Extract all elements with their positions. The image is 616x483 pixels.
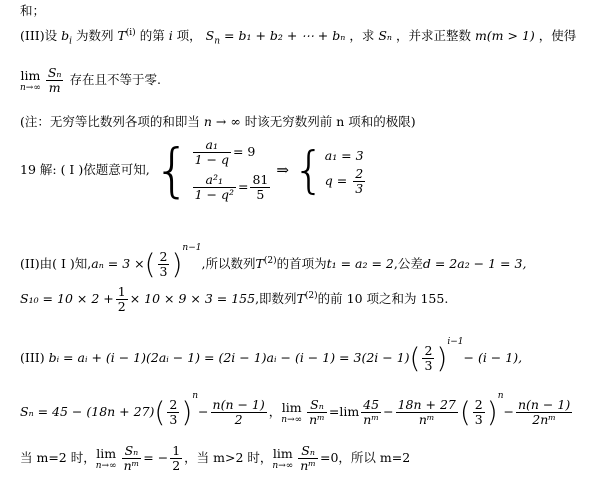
res2 (325, 167, 367, 196)
sol19-label: 19 解: ( I )依题意可知, (20, 162, 150, 177)
lparen-4: ( (459, 395, 471, 429)
line-limit (20, 66, 161, 95)
two-thirds-2 (422, 344, 434, 373)
half2-num: 1 (172, 443, 181, 458)
snnm2-num: Sₙ (122, 444, 142, 459)
limit-op (20, 69, 41, 93)
line-and (20, 3, 45, 19)
eq-lim: =lim (328, 404, 360, 419)
half-frac-2 (170, 444, 182, 473)
tt1-num: 2 (159, 249, 168, 264)
res2-frac (353, 167, 365, 196)
s-var: S (205, 28, 215, 43)
limit-op-2 (281, 401, 302, 425)
res2-num: 2 (355, 165, 364, 181)
an-expr: aₙ = 3 × (91, 256, 145, 271)
half-num: 1 (117, 284, 126, 299)
sn-over-nm-2 (122, 444, 142, 473)
s10-a: S₁₀ = 10 × 2 + (20, 291, 114, 306)
limit-op-4 (272, 447, 293, 471)
t-sup: (i) (125, 27, 136, 38)
frac-num: Sₙ (47, 65, 62, 80)
limit-op-3 (96, 447, 117, 471)
line-sn-full (20, 388, 574, 427)
sol2-c: 的首项为 (276, 256, 327, 271)
lim-word: lim (20, 67, 41, 83)
line-s10 (20, 285, 448, 314)
t-var: T (117, 28, 126, 43)
q3-text-f: ，并求正整数 (395, 28, 471, 43)
note-a: (注：无穷等比数列各项的和即当 (20, 114, 200, 129)
rparen-2: ) (436, 341, 448, 375)
q3-text-d: 项， (176, 28, 202, 43)
sol2-a: (II)由( I )知, (20, 256, 92, 271)
two-thirds-1 (158, 250, 170, 279)
lim-sub: n→∞ (20, 82, 41, 93)
implies-sign: ⇒ (276, 161, 289, 179)
b-var: b (61, 28, 70, 43)
eq2-rhs-frac (250, 173, 270, 202)
snnm-num: Sₙ (307, 398, 327, 413)
note-b: 时该无穷数列前 n 项和的极限) (244, 114, 416, 129)
f45-num: 45 (363, 397, 380, 412)
s10-tail2: 的前 10 项之和为 155. (317, 291, 449, 306)
sn-over-nm-3 (298, 444, 318, 473)
sn-over-m (46, 66, 64, 95)
res2-den: 3 (355, 180, 364, 196)
minus-2: − (383, 404, 394, 419)
two-thirds-4 (473, 398, 485, 427)
sn-var: Sₙ (378, 28, 392, 43)
minus-1: − (198, 404, 209, 419)
f18-num: 18n + 27 (397, 397, 456, 412)
q3-text-c: 的第 (139, 28, 165, 43)
left-brace-2: { (292, 141, 325, 199)
minus-3: − (503, 404, 514, 419)
nn1-num: n(n − 1) (212, 397, 265, 412)
rparen-4: ) (486, 395, 498, 429)
res2-lhs: q = (324, 172, 348, 188)
lparen-3: ( (154, 395, 166, 429)
f18-den: nᵐ (418, 412, 435, 427)
tt4-num: 2 (474, 397, 483, 412)
nn1-over-2 (211, 398, 267, 427)
eq1-rhs: = 9 (232, 144, 256, 159)
two-thirds-3 (167, 398, 179, 427)
line-part2 (20, 240, 526, 279)
eq2-eq: = (237, 179, 249, 194)
tt3-num: 2 (169, 397, 178, 412)
t-var-2: T (255, 256, 264, 271)
lim-word-4: lim (272, 445, 293, 461)
exp-n: n (192, 391, 199, 401)
q3-text-a: (III)设 (20, 28, 58, 43)
sol2-d: ,公差 (393, 256, 423, 271)
res1: a₁ = 3 (324, 147, 364, 163)
eq2-den: 1 − q² (194, 187, 234, 202)
text-and: 和； (20, 3, 46, 18)
tt2-num: 2 (424, 343, 433, 358)
lim-text: 存在且不等于零. (69, 72, 161, 87)
s10-b: × 10 × 9 × 3 = 155 (129, 291, 256, 306)
eq1-frac (193, 138, 231, 167)
nn1b-num: n(n − 1) (517, 397, 571, 412)
part3-label: (III) (20, 350, 45, 365)
t-var-3: T (296, 291, 305, 306)
nn1-over-2nm (516, 398, 572, 427)
i-var: i (168, 28, 173, 43)
exp-nm1: n−1 (182, 243, 202, 253)
nn1b-den: 2nᵐ (532, 412, 556, 427)
left-brace-1: { (153, 136, 191, 204)
snnm-den: nᵐ (309, 412, 325, 427)
lim-word-3: lim (96, 445, 117, 461)
rparen: ) (171, 247, 183, 281)
eq-neg: = − (143, 450, 169, 465)
sn-over-nm (307, 398, 327, 427)
eq1-den: 1 − q (194, 152, 229, 167)
eq2-rhs-den: 5 (256, 187, 265, 202)
final-b: ，当 m>2 时， (184, 450, 273, 465)
i-sub: i (69, 36, 72, 47)
tt2-den: 3 (424, 358, 433, 373)
final-a: 当 m=2 时， (20, 450, 96, 465)
f45-den: nᵐ (363, 412, 379, 427)
d-expr: d = 2a₂ − 1 = 3, (422, 256, 527, 271)
t-sup-3: (2) (304, 290, 318, 301)
equation-system (154, 138, 367, 202)
exp-n-2: n (497, 391, 504, 401)
lim-sub-2: n→∞ (281, 414, 303, 425)
eq1-num: a₁ (193, 138, 231, 153)
result-eqs (325, 145, 367, 196)
nn1-den: 2 (234, 412, 243, 427)
lim-sub-4: n→∞ (272, 460, 294, 471)
snnm3-den: nᵐ (300, 458, 316, 473)
q3-text-b: 为数列 (75, 28, 114, 43)
exp-im1: i−1 (447, 337, 464, 347)
half-den: 2 (117, 299, 126, 314)
q3-text-e: ，求 (349, 28, 375, 43)
lparen: ( (144, 247, 156, 281)
n-sub: n (214, 36, 221, 47)
tt4-den: 3 (474, 412, 483, 427)
half-frac (116, 285, 128, 314)
tt3-den: 3 (169, 412, 178, 427)
eq2-rhs-num: 81 (252, 172, 269, 187)
eq1 (191, 138, 273, 167)
snnm3-num: Sₙ (298, 444, 318, 459)
line-sol19 (20, 138, 367, 202)
system-eqs (191, 138, 273, 202)
lparen-2: ( (409, 341, 421, 375)
bi-expr: bᵢ = aᵢ + (i − 1)(2aᵢ − 1) = (2i − 1)aᵢ − (i − 1) = 3(2i − 1) (48, 350, 410, 365)
eq2-frac (193, 173, 236, 202)
m-cond: m(m > 1) (474, 28, 535, 43)
comma-1: ， (268, 404, 282, 419)
lim-sub-3: n→∞ (95, 460, 117, 471)
sum-expr: = b₁ + b₂ + ⋯ + bₙ (220, 28, 346, 43)
line-final (20, 444, 410, 473)
tt1-den: 3 (159, 264, 168, 279)
snnm2-den: nᵐ (123, 458, 140, 473)
half2-den: 2 (172, 458, 181, 473)
bi-tail: − (i − 1), (463, 350, 523, 365)
sol2-b: ,所以数列 (201, 256, 256, 271)
n-to-inf: n → ∞ (203, 114, 241, 129)
line-part3-question (20, 27, 577, 47)
line-note (20, 114, 416, 130)
final-c: =0，所以 m=2 (319, 450, 411, 465)
rparen-3: ) (181, 395, 193, 429)
f18 (396, 398, 458, 427)
first-terms: t₁ = a₂ = 2 (326, 256, 394, 271)
frac-den: m (48, 80, 61, 95)
lim-word-2: lim (281, 399, 302, 415)
t-sup-2: (2) (263, 255, 277, 266)
q3-text-g: ，使得 (538, 28, 577, 43)
sn-full-a: Sₙ = 45 − (18n + 27) (20, 404, 155, 419)
eq2 (191, 173, 273, 202)
s10-tail: ,即数列 (255, 291, 297, 306)
eq2-num: a²₁ (193, 173, 236, 188)
line-part3-bi (20, 334, 522, 373)
f45 (361, 398, 381, 427)
